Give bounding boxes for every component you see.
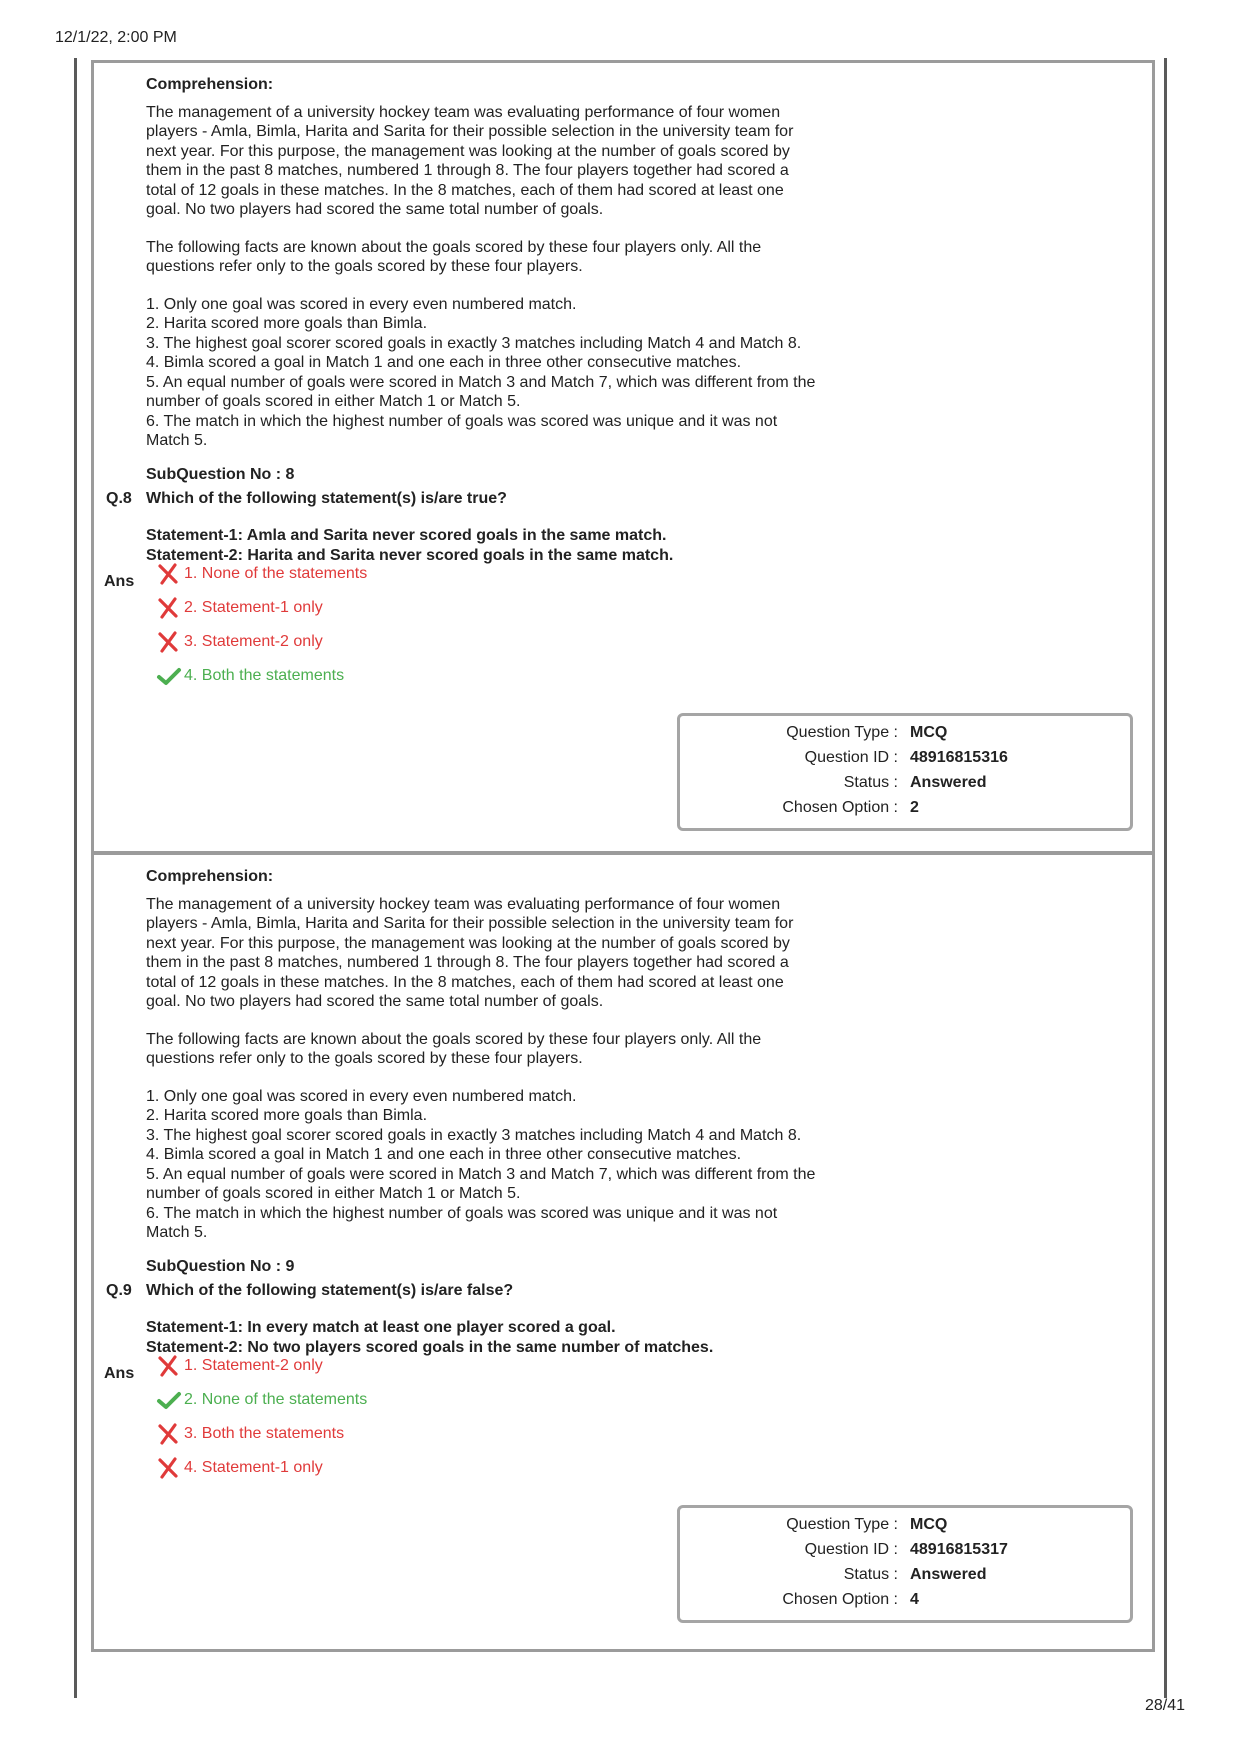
statement-1: Statement-1: Amla and Sarita never scored goals in the same match. [146, 527, 667, 544]
fact-item: 4. Bimla scored a goal in Match 1 and one each in three other consecutive matches. [146, 354, 742, 371]
fact-item: 6. The match in which the highest number of goals was scored was unique and it was not Match 5. [146, 412, 778, 449]
subquestion-label: SubQuestion No : 9 [146, 1257, 295, 1275]
meta-value: Answered [910, 1566, 987, 1583]
question-meta-box [677, 713, 1133, 831]
cross-icon [156, 631, 184, 653]
answer-option[interactable] [156, 1383, 367, 1417]
meta-value: 2 [910, 799, 919, 816]
answer-options [156, 1349, 367, 1485]
meta-key: Status : [843, 1566, 898, 1583]
meta-value: MCQ [910, 1516, 948, 1533]
answer-option[interactable] [156, 1451, 367, 1485]
left-page-rule [74, 58, 77, 1698]
right-page-rule [1164, 58, 1167, 1698]
statement-1: Statement-1: In every match at least one player scored a goal. [146, 1319, 616, 1336]
question-meta-box [677, 1505, 1133, 1623]
fact-item: 2. Harita scored more goals than Bimla. [146, 1107, 428, 1124]
passage-paragraph: The management of a university hockey team was evaluating performance of four women players - Amla, Bimla, Harita and Sarita for their possible selection in the university team for next year. For this purpose, the management was looking at the number of goals scored by them in the past 8 matches, numbered 1 through 8. The four players together had scored a total of 12 goals in these matches. In the 8 matches, each of them had scored at least one goal. No two players had scored the same total number of goals. [146, 103, 794, 218]
passage-paragraph: The management of a university hockey team was evaluating performance of four women players - Amla, Bimla, Harita and Sarita for their possible selection in the university team for next year. For this purpose, the management was looking at the number of goals scored by them in the past 8 matches, numbered 1 through 8. The four players together had scored a total of 12 goals in these matches. In the 8 matches, each of them had scored at least one goal. No two players had scored the same total number of goals. [146, 895, 794, 1010]
meta-key: Chosen Option : [782, 1591, 898, 1608]
meta-row-question-type [680, 1516, 1130, 1536]
question-panel [91, 852, 1155, 1652]
fact-item: 5. An equal number of goals were scored in Match 3 and Match 7, which was different from the number of goals scored in either Match 1 or Match 5. [146, 1165, 816, 1202]
meta-row-status [680, 1566, 1130, 1586]
option-label: 1. None of the statements [184, 565, 368, 582]
answer-option[interactable] [156, 625, 367, 659]
cross-icon [156, 563, 184, 585]
meta-key: Question ID : [804, 1541, 898, 1558]
passage-paragraph: The following facts are known about the goals scored by these four players only. All the questions refer only to the goals scored by these four players. [146, 1030, 762, 1067]
fact-item: 3. The highest goal scorer scored goals in exactly 3 matches including Match 4 and Match 8. [146, 334, 802, 352]
option-label: 4. Statement-1 only [184, 1459, 323, 1476]
meta-row-question-type [680, 724, 1130, 744]
comprehension-block [146, 867, 846, 1276]
question-panel [91, 60, 1155, 854]
option-label: 4. Both the statements [184, 667, 345, 684]
passage-paragraph: The following facts are known about the goals scored by these four players only. All the questions refer only to the goals scored by these four players. [146, 238, 762, 275]
question-number: Q.9 [106, 1282, 132, 1299]
meta-key: Status : [843, 774, 898, 791]
answer-label: Ans [104, 573, 135, 590]
meta-value: 4 [910, 1591, 919, 1608]
meta-row-chosen-option [680, 1591, 1130, 1611]
meta-key: Question Type : [786, 724, 898, 741]
meta-value: Answered [910, 774, 987, 791]
check-icon [156, 1389, 184, 1411]
statement-2: Statement-2: No two players scored goals in the same number of matches. [146, 1338, 714, 1356]
cross-icon [156, 1423, 184, 1445]
question-row [106, 1282, 513, 1300]
fact-item: 3. The highest goal scorer scored goals in exactly 3 matches including Match 4 and Match 8. [146, 1126, 802, 1144]
facts-list [146, 295, 846, 451]
answer-option[interactable] [156, 557, 367, 591]
answer-option[interactable] [156, 591, 367, 625]
fact-item: 2. Harita scored more goals than Bimla. [146, 315, 428, 332]
cross-icon [156, 597, 184, 619]
comprehension-label: Comprehension: [146, 868, 274, 885]
fact-item: 5. An equal number of goals were scored in Match 3 and Match 7, which was different from the number of goals scored in either Match 1 or Match 5. [146, 373, 816, 410]
option-label: 2. None of the statements [184, 1391, 368, 1408]
print-date: 12/1/22, 2:00 PM [55, 29, 177, 46]
cross-icon [156, 1355, 184, 1377]
answer-label: Ans [104, 1365, 135, 1382]
comprehension-label: Comprehension: [146, 76, 274, 93]
meta-row-question-id [680, 749, 1130, 769]
subquestion-label: SubQuestion No : 8 [146, 465, 295, 483]
check-icon [156, 665, 184, 687]
facts-list [146, 1087, 846, 1243]
answer-options [156, 557, 367, 693]
comprehension-block [146, 75, 846, 484]
meta-row-question-id [680, 1541, 1130, 1561]
fact-item: 4. Bimla scored a goal in Match 1 and one each in three other consecutive matches. [146, 1146, 742, 1163]
meta-row-chosen-option [680, 799, 1130, 819]
page-number: 28/41 [1144, 1697, 1185, 1714]
meta-value: 48916815317 [910, 1541, 1008, 1558]
answer-option[interactable] [156, 1417, 367, 1451]
option-label: 2. Statement-1 only [184, 599, 323, 616]
question-row [106, 490, 507, 508]
cross-icon [156, 1457, 184, 1479]
statement-2: Statement-2: Harita and Sarita never scored goals in the same match. [146, 546, 674, 564]
meta-row-status [680, 774, 1130, 794]
fact-item: 1. Only one goal was scored in every even numbered match. [146, 1087, 577, 1105]
meta-key: Chosen Option : [782, 799, 898, 816]
question-text: Which of the following statement(s) is/are true? [146, 490, 507, 507]
option-label: 3. Statement-2 only [184, 633, 323, 650]
question-number: Q.8 [106, 490, 132, 507]
meta-key: Question ID : [804, 749, 898, 766]
fact-item: 6. The match in which the highest number of goals was scored was unique and it was not Match 5. [146, 1204, 778, 1241]
fact-item: 1. Only one goal was scored in every even numbered match. [146, 295, 577, 313]
question-text: Which of the following statement(s) is/are false? [146, 1282, 514, 1299]
meta-key: Question Type : [786, 1516, 898, 1533]
meta-value: MCQ [910, 724, 948, 741]
answer-option[interactable] [156, 659, 367, 693]
option-label: 1. Statement-2 only [184, 1357, 323, 1374]
answer-option[interactable] [156, 1349, 367, 1383]
meta-value: 48916815316 [910, 749, 1008, 766]
option-label: 3. Both the statements [184, 1425, 345, 1442]
